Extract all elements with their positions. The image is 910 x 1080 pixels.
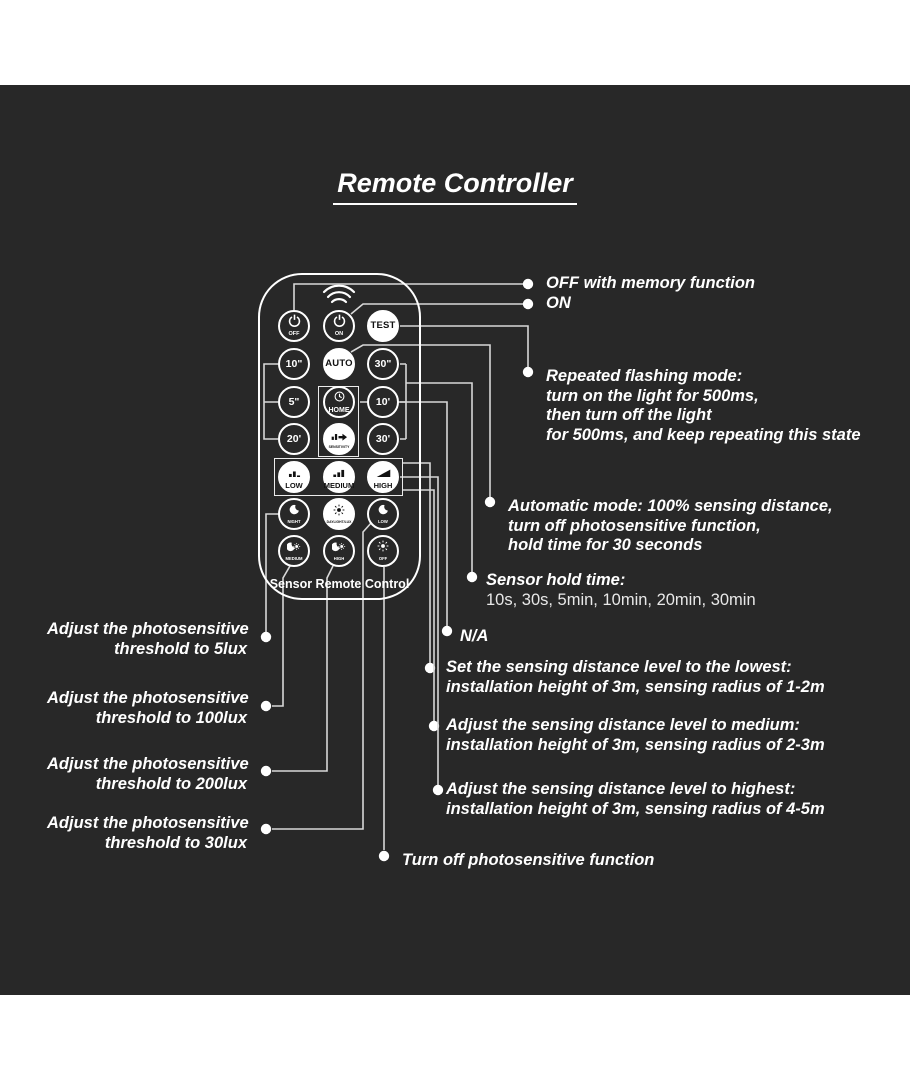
page-title-text: Remote Controller — [333, 168, 577, 205]
time-5s-button — [278, 386, 310, 418]
sun-icon — [333, 504, 345, 520]
distance-low-button — [278, 461, 310, 493]
sensitivity-button — [323, 423, 355, 455]
remote-footer-label: Sensor Remote Control — [269, 577, 410, 591]
button-label: SENSITIVITY — [328, 444, 350, 449]
button-label: DAYLIGHT/LUX — [326, 519, 352, 524]
annotation-threshold-5lux: Adjust the photosensitive threshold to 5lux — [47, 620, 249, 658]
annotation-distance-highest: Adjust the sensing distance level to highest: installation height of 3m, sensing radius of 4-5m — [446, 780, 825, 818]
time-30m-button — [367, 423, 399, 455]
button-label: HOME — [328, 407, 350, 414]
sun-icon — [377, 540, 389, 556]
button-label: 20' — [286, 432, 302, 445]
annotation-threshold-30lux: Adjust the photosensitive threshold to 30lux — [47, 814, 249, 852]
annotation-threshold-200lux: Adjust the photosensitive threshold to 200lux — [47, 755, 249, 793]
annotation-flashing-mode: Repeated flashing mode: turn on the light for 500ms, then turn off the light for 500ms, and keep repeating this state — [546, 367, 861, 444]
button-label: LOW — [378, 519, 388, 525]
home-button — [323, 386, 355, 418]
annotation-photo-off: Turn off photosensitive function — [402, 851, 655, 869]
photo-off-button — [367, 535, 399, 567]
daylight-lux-button — [323, 498, 355, 530]
button-label: 10' — [375, 395, 391, 408]
photo-high-button — [323, 535, 355, 567]
button-label: HIGH — [333, 556, 345, 562]
signal-low-icon — [287, 465, 302, 481]
annotation-off-memory: OFF with memory function — [546, 274, 755, 292]
button-label: LOW — [285, 480, 303, 490]
button-label: AUTO — [325, 358, 353, 370]
button-label: OFF — [378, 556, 388, 562]
button-label: MEDIUM — [285, 556, 303, 562]
button-label: HIGH — [373, 480, 393, 490]
moon-sun-icon — [287, 540, 301, 556]
annotation-distance-lowest: Set the sensing distance level to the lowest: installation height of 3m, sensing radius of 1-2m — [446, 658, 825, 696]
button-label: TEST — [370, 320, 396, 332]
button-label: OFF — [288, 331, 300, 338]
annotation-automatic-mode: Automatic mode: 100% sensing distance, turn off photosensitive function, hold time for 30 seconds — [508, 497, 833, 554]
time-30s-button — [367, 348, 399, 380]
sensitivity-arrow-icon — [331, 429, 348, 445]
power-on-button — [323, 310, 355, 342]
auto-button — [323, 348, 355, 380]
button-label: NIGHT — [287, 519, 301, 525]
moon-icon — [378, 503, 389, 519]
hold-time-values: 10s, 30s, 5min, 10min, 20min, 30min — [486, 590, 756, 609]
annotation-sensor-hold-time: Sensor hold time: 10s, 30s, 5min, 10min, 20min, 30min — [486, 571, 756, 609]
annotation-threshold-100lux: Adjust the photosensitive threshold to 100lux — [47, 689, 249, 727]
power-icon — [288, 314, 301, 331]
time-20m-button — [278, 423, 310, 455]
annotation-na: N/A — [460, 627, 489, 645]
distance-medium-button — [323, 461, 355, 493]
power-icon — [333, 314, 346, 331]
distance-high-button — [367, 461, 399, 493]
moon-sun-icon — [332, 540, 346, 556]
time-10m-button — [367, 386, 399, 418]
button-label: MEDIUM — [323, 480, 355, 490]
signal-medium-icon — [332, 465, 347, 481]
power-off-button — [278, 310, 310, 342]
button-label: 30' — [375, 432, 391, 445]
photo-low-button — [367, 498, 399, 530]
test-button — [367, 310, 399, 342]
photo-medium-button — [278, 535, 310, 567]
button-label: 30" — [374, 357, 392, 370]
night-button — [278, 498, 310, 530]
moon-icon — [289, 503, 300, 519]
button-label: ON — [334, 331, 344, 338]
button-label: 5" — [288, 395, 300, 408]
clock-icon — [334, 390, 345, 406]
button-label: 10" — [285, 357, 303, 370]
annotation-on: ON — [546, 294, 571, 312]
time-10s-button — [278, 348, 310, 380]
signal-high-icon — [376, 465, 391, 481]
annotation-distance-medium: Adjust the sensing distance level to medium: installation height of 3m, sensing radius of 2-3m — [446, 716, 825, 754]
